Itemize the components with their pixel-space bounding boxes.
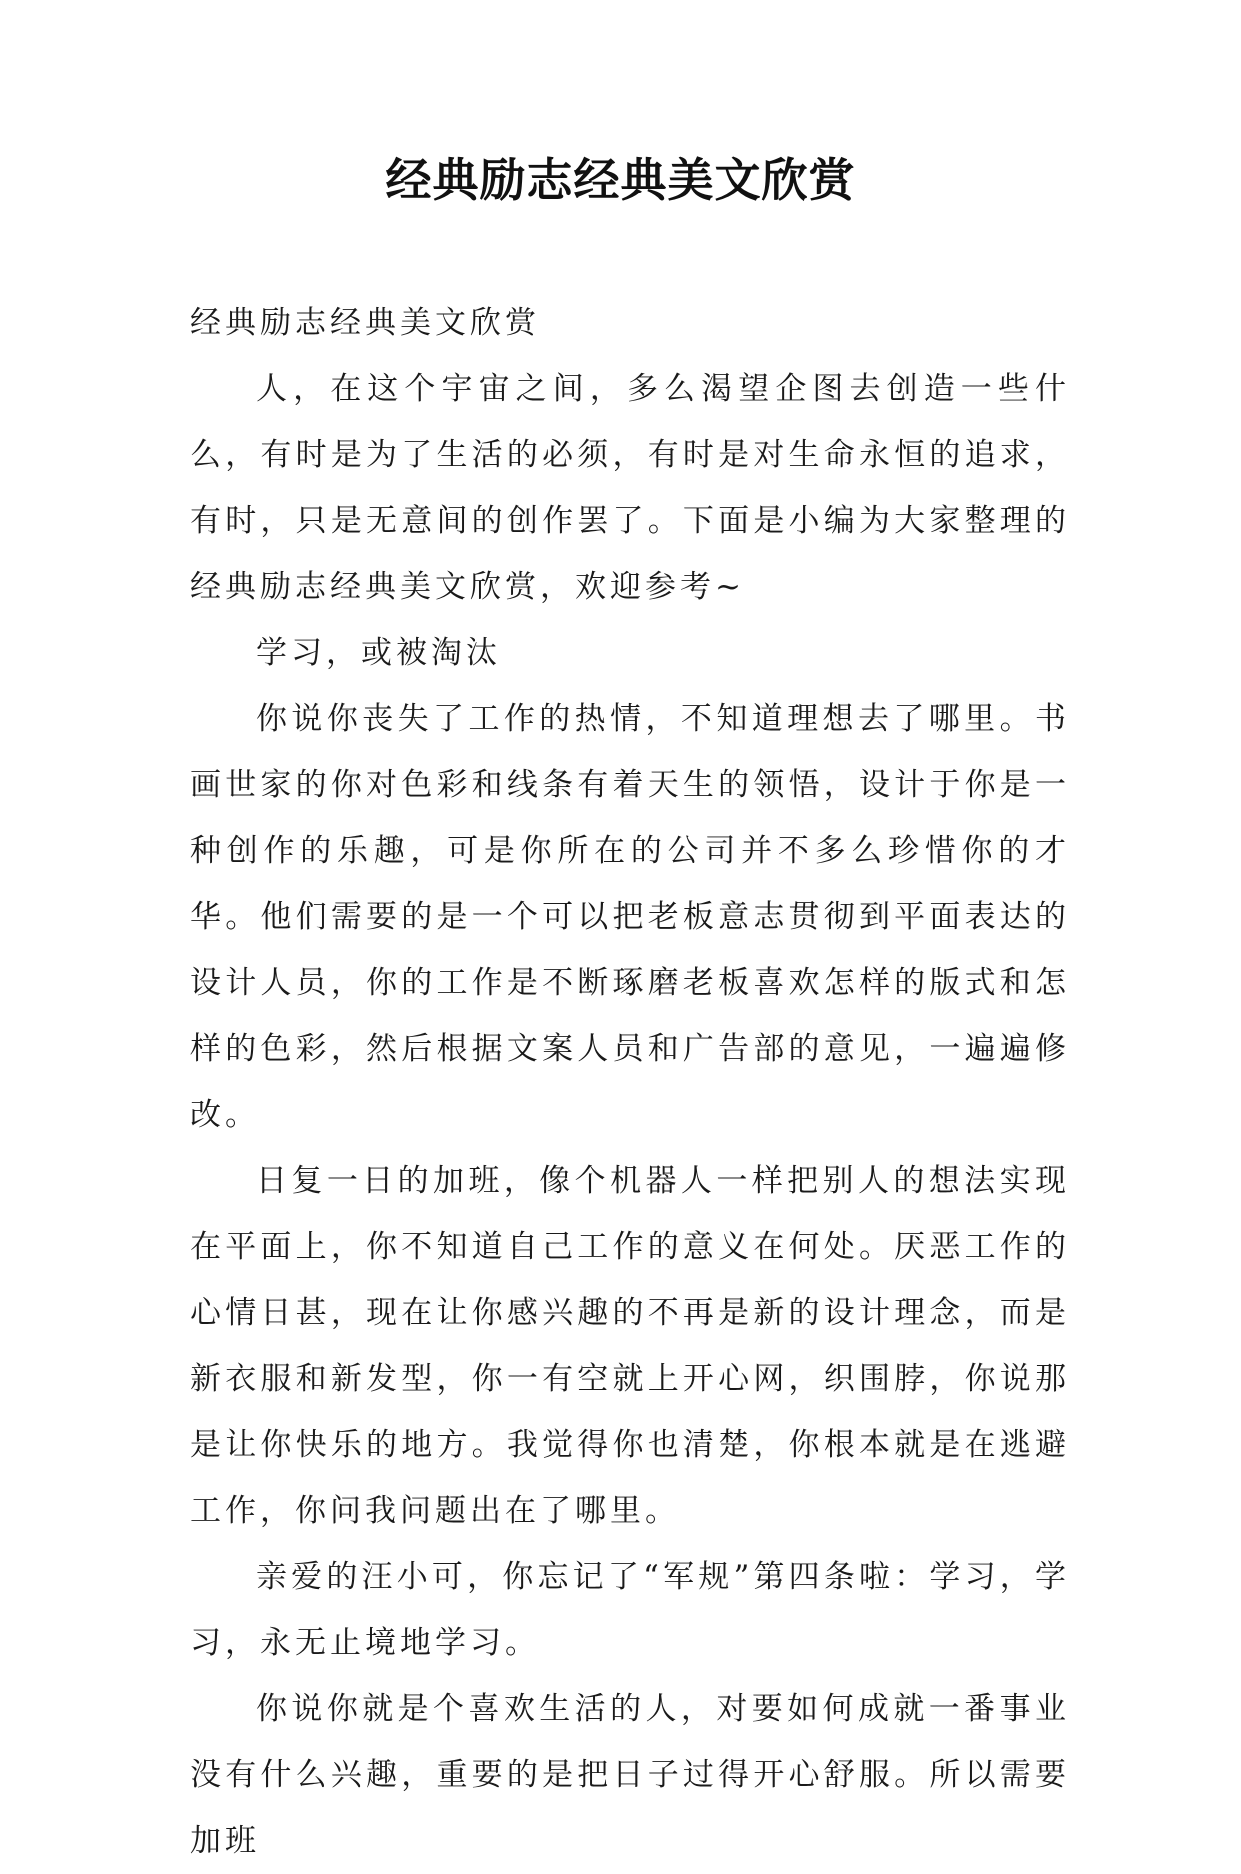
section-heading: 学习，或被淘汰 — [256, 635, 501, 671]
subtitle-line: 经典励志经典美文欣赏 — [190, 305, 540, 341]
body-paragraph: 亲爱的汪小可，你忘记了“军规”第四条啦：学习，学习，永无止境地学习。 — [190, 1559, 1070, 1661]
document-body — [190, 290, 1070, 1874]
body-paragraph: 日复一日的加班，像个机器人一样把别人的想法实现在平面上，你不知道自己工作的意义在何处。厌恶工作的心情日甚，现在让你感兴趣的不再是新的设计理念，而是新衣服和新发型，你一有空就上开心网，织围脖，你说那是让你快乐的地方。我觉得你也清楚，你根本就是在逃避工作，你问我问题出在了哪里。 — [190, 1163, 1070, 1529]
body-paragraph: 你说你就是个喜欢生活的人，对要如何成就一番事业没有什么兴趣，重要的是把日子过得开心舒服。所以需要加班 — [190, 1691, 1070, 1859]
intro-paragraph: 人，在这个宇宙之间，多么渴望企图去创造一些什么，有时是为了生活的必须，有时是对生命永恒的追求，有时，只是无意间的创作罢了。下面是小编为大家整理的经典励志经典美文欣赏，欢迎参考~ — [190, 371, 1070, 605]
document-title: 经典励志经典美文欣赏 — [385, 153, 856, 207]
body-paragraph: 你说你丧失了工作的热情，不知道理想去了哪里。书画世家的你对色彩和线条有着天生的领悟，设计于你是一种创作的乐趣，可是你所在的公司并不多么珍惜你的才华。他们需要的是一个可以把老板意志贯彻到平面表达的设计人员，你的工作是不断琢磨老板喜欢怎样的版式和怎样的色彩，然后根据文案人员和广告部的意见，一遍遍修改。 — [190, 701, 1070, 1133]
